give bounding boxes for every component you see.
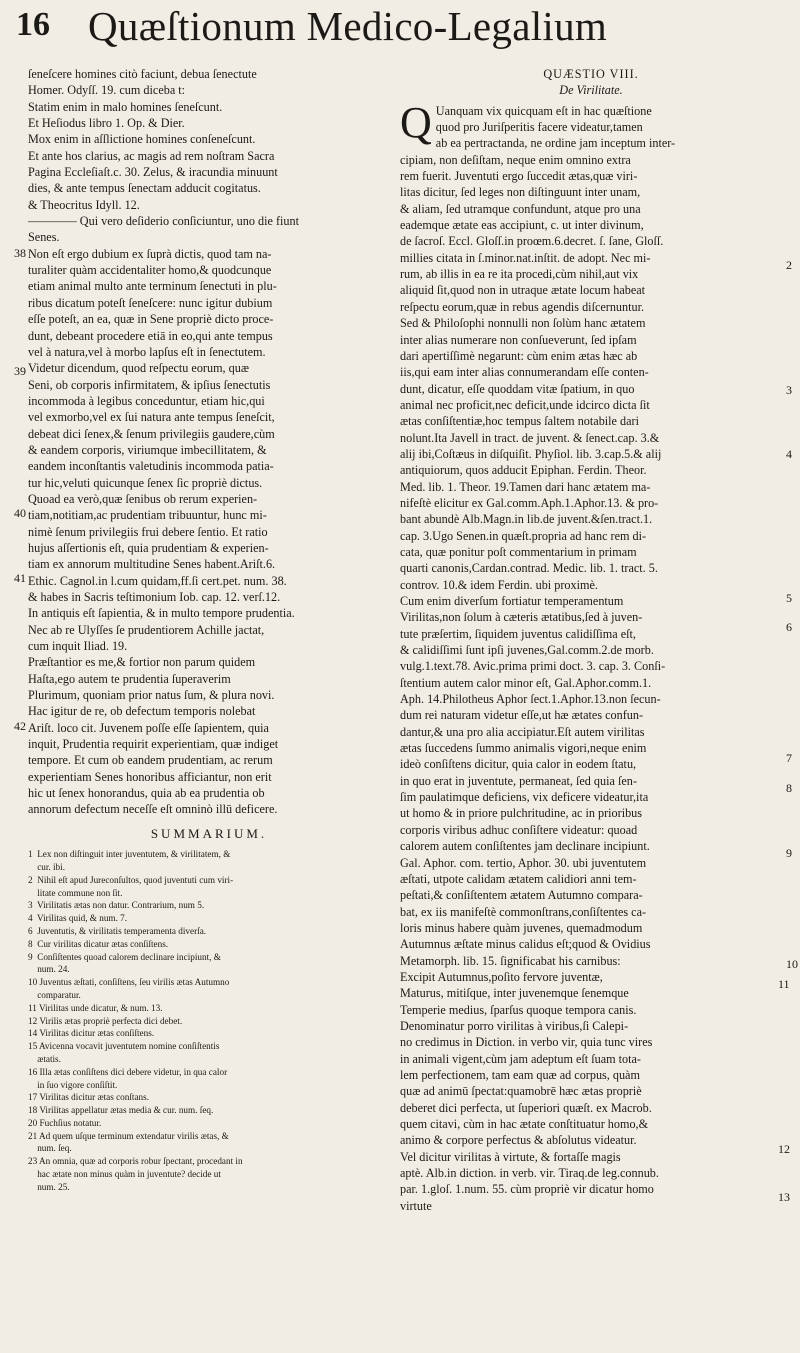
text-line: dunt, debeant procedere etiā in eo,qui ante tempus <box>28 328 273 343</box>
summarium-item: cur. ibi. <box>28 861 66 872</box>
text-line: Virilitas,non ſolum à cæteris ætatibus,ſed à juven- <box>400 610 643 625</box>
text-line: ſtentium autem calor minor eſt, Gal.Aphor.comm.1. <box>400 675 652 690</box>
text-line: Ariſt. loco cit. Juvenem poſſe eſſe ſapientem, quia <box>28 720 269 735</box>
text-line: calorem autem conſiſtentes jam declinare incipiunt. <box>400 839 650 854</box>
text-line: eandem inconſtantis valetudinis incommoda patia- <box>28 459 274 474</box>
margin-number: 9 <box>786 846 792 860</box>
text-line: Med. lib. 1. Theor. 19.Tamen dari hanc ætatem ma- <box>400 479 651 494</box>
margin-number: 3 <box>786 383 792 397</box>
text-line: reſpectu eorum,quæ in rebus agendis diſcernuntur. <box>400 299 645 314</box>
text-line: aliquid ſit,quod non in utraque ætate locum habeat <box>400 283 646 298</box>
text-line: corporis viribus adhuc conſiſtere videatur: quoad <box>400 822 638 837</box>
left-column <box>28 66 390 1194</box>
text-line: tur hic,veluti quicunque ſenex ſic propriè dictus. <box>28 475 263 490</box>
text-line: ut homo & in priore pulchritudine, ac in prioribus <box>400 806 643 821</box>
text-line: Hac igitur de re, ob defectum temporis nolebat <box>28 704 256 719</box>
margin-number: 12 <box>778 1142 790 1156</box>
text-line: tiam,notitiam,ac prudentiam tribuuntur, hunc mi- <box>28 508 267 523</box>
text-line: Vel dicitur virilitas à virtute, & fortaſſe magis <box>400 1149 621 1164</box>
text-line: quem citavi, cùm in hac ætate conſtituatur homo,& <box>400 1117 649 1131</box>
drop-cap: Q <box>400 97 432 147</box>
text-line: dunt, dicatur, eſſe quoddam vitæ ſpatium, in quo <box>400 381 635 396</box>
text-line: cata, quæ ponitur poſt commentarium in primam <box>400 544 637 559</box>
text-line: Videtur dicendum, quod reſpectu eorum, quæ <box>28 361 249 376</box>
text-line: hic ut ſenex honorandus, quia ab ea prudentia ob <box>28 786 265 801</box>
text-line: & calidiſſimi ſunt ipſi juvenes,Gal.comm.2.de morb. <box>400 643 654 658</box>
text-line: cipiam, non deſiſtam, neque enim omnino extra <box>400 152 631 167</box>
text-line: litas dicitur, ſed leges non diſtinguunt inter unam, <box>400 185 641 200</box>
text-line: no credimus in Diction. in verbo vir, quia tunc vires <box>400 1035 653 1050</box>
text-line: Plurimum, quoniam prior natus ſum, & plura novi. <box>28 688 275 703</box>
text-line: Sed & Philoſophi nonnulli non ſolùm hanc ætatem <box>400 316 646 331</box>
text-line: rum, ab illis in ea re ita procedi,cùm nihil,aut vix <box>400 267 639 282</box>
margin-number: 13 <box>778 1190 790 1204</box>
text-line: Ethic. Cagnol.in l.cum quidam,ff.ſi cert.pet. num. 38. <box>28 573 287 588</box>
summarium-item: 14 Virilitas dicitur ætas conſiſtens. <box>28 1028 155 1039</box>
margin-number: 8 <box>786 781 792 795</box>
text-line: incommoda à legibus conceduntur, etiam hic,qui <box>28 393 265 408</box>
text-line: tiam ex annorum multitudine Senes habent.Ariſt.6. <box>28 557 276 572</box>
summarium-item: in ſuo vigore conſiſtit. <box>28 1079 118 1090</box>
margin-number: 38 <box>14 246 26 260</box>
text-line: annorum defectum neceſſe eſt omninò illū deficere. <box>28 802 278 817</box>
margin-number: 11 <box>778 977 790 991</box>
text-line: eſſe poteſt, an ea, quæ in Sene propriè dicto proce- <box>28 312 274 327</box>
text-line: ſeneſcere homines citò faciunt, debua ſenectute <box>28 67 257 81</box>
text-line: animal nec proficit,nec deficit,unde idcirco dicta ſit <box>400 397 650 412</box>
margin-number: 4 <box>786 447 792 461</box>
text-line: cap. 3.Ugo Senen.in quæſt.propria ad hanc rem di- <box>400 528 647 543</box>
margin-number: 6 <box>786 620 792 634</box>
text-line: tempore. Et cum ob eandem prudentiam, ac rerum <box>28 753 273 768</box>
text-line: In antiquis eſt ſapientia, & in multo tempore prudentia. <box>28 606 295 621</box>
text-line: turaliter quàm accidentaliter homo,& quodcunque <box>28 263 272 278</box>
text-line: controv. 10.& idem Ferdin. ubi proximè. <box>400 577 598 592</box>
text-line: & Theocritus Idyll. 12. <box>28 197 140 212</box>
text-line: Autumnus æſtate minus calidus eſt;quod & Ovidius <box>400 937 651 952</box>
text-line: animo & corpore perfectus & abſolutus videatur. <box>400 1133 637 1148</box>
text-line: par. 1.gloſ. 1.num. 55. cùm propriè vir dicatur homo <box>400 1182 654 1197</box>
text-line: bant abundè Alb.Magn.in lib.de juvent.&ſen.tract.1. <box>400 512 653 527</box>
question-title: QUÆSTIO VIII. <box>543 67 639 81</box>
text-line: vulg.1.text.78. Avic.prima primi doct. 3. cap. 3. Conſi- <box>400 659 666 674</box>
text-line: quarti canonis,Cardan.contrad. Medic. lib. 1. tract. 5. <box>400 561 658 576</box>
text-line: Mox enim in aſſlictione homines conſeneſcunt. <box>28 132 256 147</box>
summarium-item: 2 Nihil eſt apud Jureconſultos, quod juventuti cum viri- <box>28 874 234 885</box>
text-line: Præſtantior es me,& fortior non parum quidem <box>28 655 256 670</box>
summarium-item: 8 Cur virilitas dicatur ætas conſiſtens. <box>28 938 169 949</box>
question-subtitle: De Virilitate. <box>559 83 623 98</box>
page-header <box>0 0 800 62</box>
summarium-item: 20 Fuchſius notatur. <box>28 1117 102 1128</box>
text-line: etiam animal multo ante terminum ſenectuti in plu- <box>28 279 277 294</box>
text-line: Aph. 14.Philotheus Aphor ſect.1.Aphor.13.non ſecun- <box>400 692 661 707</box>
summarium-item: 3 Virilitatis ætas non datur. Contrarium, num 5. <box>28 900 205 911</box>
text-line: vel exmorbo,vel ex ſui natura ante tempus ſeneſcit, <box>28 410 275 425</box>
summarium-item: 16 Illa ætas conſiſtens dici debere videtur, in qua calor <box>28 1066 228 1077</box>
text-line: tute præſertim, ſiquidem juventus calidiſſima eſt, <box>400 626 636 641</box>
text-line: vel à natura,vel à morbo lapſus eſt in ſenectutem. <box>28 344 266 359</box>
text-line: Temperie medius, ſparſus quoque tempora canis. <box>400 1002 637 1017</box>
summarium-item: 21 Ad quem uſque terminum extendatur virilis ætas, & <box>28 1130 229 1141</box>
summarium-item: 23 An omnia, quæ ad corporis robur ſpectant, procedant in <box>28 1156 243 1167</box>
text-line: Statim enim in malo homines ſeneſcunt. <box>28 99 223 114</box>
margin-number: 7 <box>786 751 792 765</box>
summarium-item: num. 25. <box>28 1181 70 1192</box>
text-line: cum inquit Iliad. 19. <box>28 639 128 654</box>
text-line: dantur,& una pro alia accipiatur.Eſt autem virilitas <box>400 724 645 739</box>
text-line: æſtati, utpote calidam ætatem calidiori anni tem- <box>400 871 637 886</box>
text-line: Nec ab re Ulyſſes ſe prudentiorem Achille jactat, <box>28 622 265 637</box>
text-line: inquit, Prudentia requirit experientiam, quæ indiget <box>28 737 279 752</box>
text-line: nifeſtè elicitur ex Gal.comm.Aph.1.Aphor.13. & pro- <box>400 495 659 510</box>
text-line: dies, & ante tempus ſenectam adducit cogitatus. <box>28 181 261 196</box>
summarium-item: num. ſeq. <box>28 1143 72 1154</box>
text-line: loris minus habere quàm juvenes, quemadmodum <box>400 920 643 935</box>
text-line: Senes. <box>28 230 60 245</box>
text-line: ideò conſiſtens dicitur, quia calor in eodem ſtatu, <box>400 757 637 772</box>
margin-number: 2 <box>786 258 792 272</box>
summarium-item: litate commune non ſit. <box>28 887 123 898</box>
text-line: virtute <box>400 1198 432 1213</box>
text-line: ætas conſiſtentiæ,hoc tempus ſaltem notabile dari <box>400 414 639 429</box>
margin-number: 42 <box>14 719 26 733</box>
text-line: ribus dicatum poteſt ſeneſcere: nunc igitur dubium <box>28 295 273 310</box>
text-line: Gal. Aphor. com. tertio, Aphor. 30. ubi juventutem <box>400 855 647 870</box>
summarium-item: 12 Virilis ætas propriè perfecta dici debet. <box>28 1015 183 1026</box>
text-line: peſtati,& conſiſtentem ætatem Autumno compara- <box>400 888 643 903</box>
text-line: Quoad ea verò,quæ ſenibus ob rerum experien- <box>28 491 258 506</box>
text-line: alij ibi,Coſtæus in diſquiſit. Phyſiol. lib. 3.cap.5.& alij <box>400 446 662 461</box>
text-line: quod pro Juriſperitis facere videatur,tamen <box>435 120 643 135</box>
summarium-item: 18 Virilitas appellatur ætas media & cur. num. ſeq. <box>28 1105 214 1116</box>
summarium-item: 6 Juventutis, & virilitatis temperamenta diverſa. <box>28 925 207 936</box>
margin-number: 10 <box>786 957 798 971</box>
text-line: experientiam Senes honoribus afficiantur, non erit <box>28 769 272 784</box>
text-line: ab ea pertractanda, ne ordine jam inceptum inter- <box>435 136 676 151</box>
text-line: lem perfectionem, tam eam quæ ad corpus, quàm <box>400 1067 640 1082</box>
text-line: in quo erat in juventute, permaneat, ſed quia ſen- <box>400 773 637 788</box>
text-line: ———— Qui vero deſiderio conſiciuntur, uno die fiunt <box>28 214 299 229</box>
text-line: & aliam, ſed utramque confundunt, atque pro una <box>400 201 641 216</box>
text-line: Non eſt ergo dubium ex ſuprà dictis, quod tam na- <box>28 246 272 261</box>
text-line: Metamorph. lib. 15. ſignificabat his carnibus: <box>400 953 621 968</box>
text-line: nimè ſenum privilegiis frui debere ſentio. Et ratio <box>28 524 268 539</box>
text-line: Uanquam vix quicquam eſt in hac quæſtione <box>435 103 652 118</box>
text-line: Homer. Odyſſ. 19. cum diceba t: <box>28 83 186 98</box>
text-line: debeat dici ſenex,& ſenum privilegiis gaudere,cùm <box>28 426 275 441</box>
summarium-item: 1 Lex non diſtinguit inter juventutem, & virilitatem, & <box>28 849 231 860</box>
margin-number: 39 <box>14 364 26 378</box>
text-line: de ſacroſ. Eccl. Gloſſ.in proœm.6.decret. ſ. ſane, Gloſſ. <box>400 234 664 249</box>
summarium-item: ætatis. <box>28 1053 61 1064</box>
summarium-heading: SUMMARIUM. <box>150 825 268 841</box>
margin-number: 40 <box>14 506 26 520</box>
text-line: & habes in Sacris teſtimonium Iob. cap. 12. verſ.12. <box>28 590 281 604</box>
summarium-item: 11 Virilitas unde dicatur, & num. 13. <box>28 1002 163 1013</box>
text-line: nolunt.Ita Javell in tract. de juvent. & ſenect.cap. 3.& <box>400 430 660 445</box>
text-line: hujus aſſertionis eſt, quia prudentiam & experien- <box>28 540 269 555</box>
text-line: & eandem corporis, viriumque imbecillitatem, & <box>28 442 267 457</box>
summarium-item: 17 Virilitas dicitur ætas conſtans. <box>28 1092 149 1103</box>
text-line: rem fuerit. Juventuti ergo ſuccedit ætas,quæ viri- <box>400 169 638 184</box>
margin-number: 41 <box>14 571 26 585</box>
margin-number: 5 <box>786 591 792 605</box>
summarium-item: 9 Conſiſtentes quoad calorem declinare incipiunt, & <box>28 951 221 962</box>
page-number: 16 <box>16 6 50 43</box>
summarium-item: hac ætate non minus quàm in juventute? decide ut <box>28 1169 221 1180</box>
summarium-list <box>28 848 390 1194</box>
summarium-item: 4 Virilitas quid, & num. 7. <box>28 913 128 924</box>
text-line: aptè. Alb.in diction. in verb. vir. Tiraq.de leg.connub. <box>400 1166 659 1181</box>
text-line: Seni, ob corporis infirmitatem, & ipſius ſenectutis <box>28 377 271 392</box>
text-line: antiquiorum, quos adducit Epiphan. Ferdin. Theor. <box>400 463 647 478</box>
text-line: quæ ad animū ſpectat:quamobrē hæc ætas propriè <box>400 1084 642 1099</box>
text-line: deberet dici perfecta, ut ſuperiori quæſt. ex Macrob. <box>400 1100 652 1115</box>
text-line: Et Heſiodus libro 1. Op. & Dier. <box>28 116 185 131</box>
text-line: Excipit Autumnus,poſito fervore juventæ, <box>400 969 603 984</box>
right-column <box>400 66 782 1214</box>
summarium-item: comparatur. <box>28 989 81 1000</box>
text-line: in animali vigent,cùm jam adeptum eſt ſuam tota- <box>400 1051 641 1066</box>
text-line: ætas ſuccedens ſummo animalis vigori,neque enim <box>400 741 647 756</box>
text-line: eademque ætate eas accipiunt, c. ut inter divinum, <box>400 218 644 233</box>
text-line: iis,qui eam inter alias connumerandam eſſe conten- <box>400 365 649 380</box>
text-line: millies citata in ſ.minor.nat.inſtit. de adopt. Nec mi- <box>400 250 651 265</box>
summarium-item: num. 24. <box>28 964 70 975</box>
running-title: Quæſtionum Medico-Legalium <box>88 3 608 49</box>
summarium-item: 10 Juventus æſtati, conſiſtens, ſeu virilis ætas Autumno <box>28 977 230 988</box>
text-line: bat, ex iis manifeſtè commonſtrans,conſiſtentes ca- <box>400 904 647 919</box>
text-line: Et ante hos clarius, ac magis ad rem noſtram Sacra <box>28 148 275 163</box>
text-line: dari apertiſſimè negarunt: cùm enim ætas hæc ab <box>400 348 638 363</box>
text-line: Pagina Eccleſiaſt.c. 30. Zelus, & iracundia minuunt <box>28 165 278 180</box>
summarium-item: 15 Avicenna vocavit juventutem nomine conſiſtentis <box>28 1041 220 1052</box>
text-line: Denominatur porro virilitas à viribus,ſi Calepi- <box>400 1018 629 1033</box>
text-line: inter alias numerare non conſueverunt, ſed ipſam <box>400 332 637 347</box>
text-line: Maturus, mitiſque, inter juvenemque ſenemque <box>400 986 629 1001</box>
text-line: Cum enim diverſum fortiatur temperamentum <box>400 594 624 608</box>
text-line: Haſta,ego autem te prudentia ſuperaverim <box>28 671 231 686</box>
text-line: dum rei naturam videtur eſſe,ut hæ ætates confun- <box>400 708 644 723</box>
text-line: ſim paulatimque deficiens, vix deficere videatur,ita <box>400 790 649 805</box>
